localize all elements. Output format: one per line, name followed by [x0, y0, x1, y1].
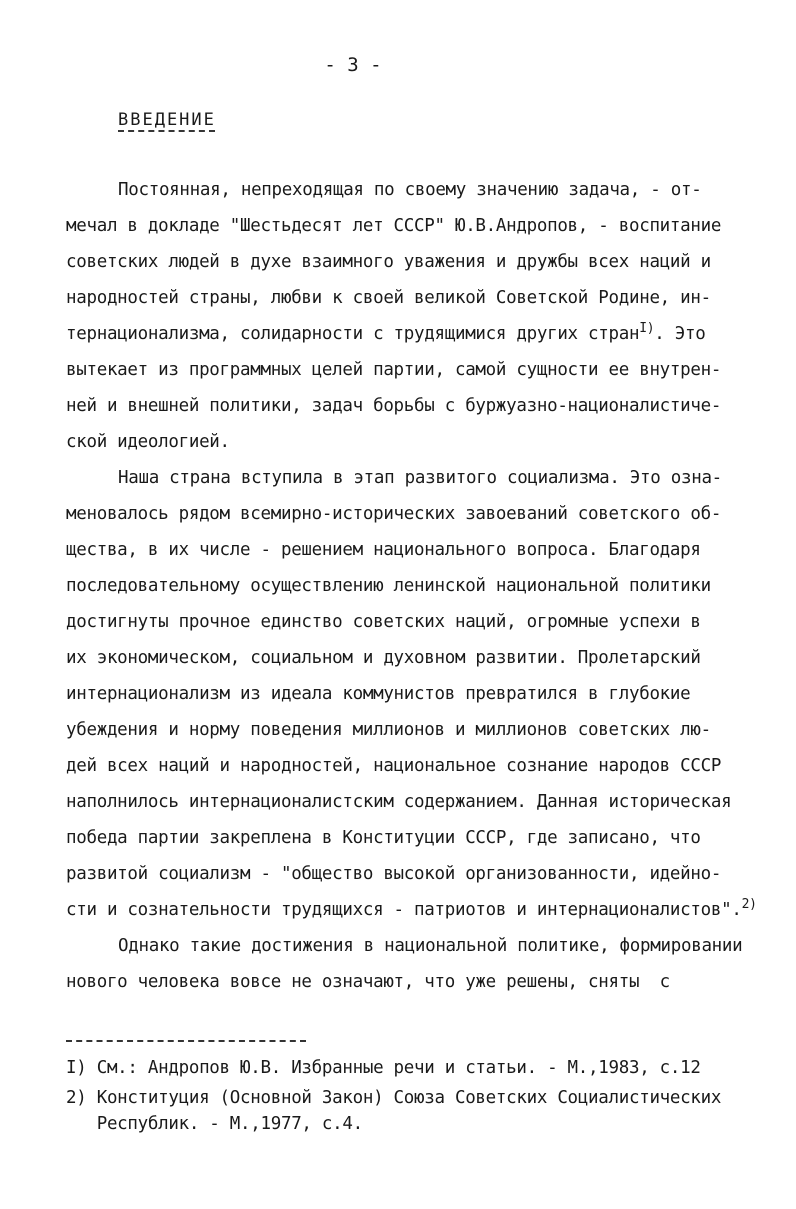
- footnote-ref-1: I): [639, 321, 655, 336]
- text-line: мечал в докладе "Шестьдесят лет СССР" Ю.В.Андропов, - воспитание: [66, 216, 722, 236]
- text-line: их экономическом, социальном и духовном развитии. Пролетарский: [66, 648, 701, 668]
- text-line: ской идеологией.: [66, 432, 230, 452]
- text-line: [66, 897, 757, 920]
- text-line: убеждения и норму поведения миллионов и миллионов советских лю-: [66, 720, 711, 740]
- text-line: щества, в их числе - решением национального вопроса. Благодаря: [66, 540, 701, 560]
- text-line: последовательному осуществлению ленинской национальной политики: [66, 576, 711, 596]
- text-line: [66, 321, 706, 344]
- text-line: Постоянная, непреходящая по своему значению задача, - от-: [118, 180, 702, 200]
- footnote-ref-2: 2): [741, 897, 757, 912]
- text-line: наполнилось интернационалистским содержанием. Данная историческая: [66, 792, 732, 812]
- text-line: Однако такие достижения в национальной политике, формировании: [118, 936, 743, 956]
- text-line: нового человека вовсе не означают, что уже решены, сняты с: [66, 972, 670, 992]
- footnote-1: I) См.: Андропов Ю.В. Избранные речи и статьи. - М.,1983, с.12: [66, 1058, 701, 1078]
- text-line: народностей страны, любви к своей великой Советской Родине, ин-: [66, 288, 711, 308]
- footnote-2: 2) Конституция (Основной Закон) Союза Советских Социалистических: [66, 1088, 722, 1108]
- text-line: меновалось рядом всемирно-исторических завоеваний советского об-: [66, 504, 722, 524]
- text-line: Наша страна вступила в этап развитого социализма. Это озна-: [118, 468, 722, 488]
- text-fragment: тернационализма, солидарности с трудящимися других стран: [66, 324, 640, 344]
- text-line: советских людей в духе взаимного уважения и дружбы всех наций и: [66, 252, 711, 272]
- text-line: достигнуты прочное единство советских наций, огромные успехи в: [66, 612, 701, 632]
- text-line: ней и внешней политики, задач борьбы с буржуазно-националистиче-: [66, 396, 722, 416]
- text-line: интернационализм из идеала коммунистов превратился в глубокие: [66, 684, 691, 704]
- footnote-separator: [66, 1040, 306, 1042]
- section-heading: ВВЕДЕНИЕ: [118, 110, 216, 130]
- footnote-2-continued: Республик. - М.,1977, с.4.: [66, 1114, 363, 1134]
- text-line: дей всех наций и народностей, национальное сознание народов СССР: [66, 756, 722, 776]
- text-line: победа партии закреплена в Конституции СССР, где записано, что: [66, 828, 701, 848]
- page-number: - 3 -: [324, 54, 382, 76]
- text-line: развитой социализм - "общество высокой организованности, идейно-: [66, 864, 722, 884]
- text-fragment: сти и сознательности трудящихся - патриотов и интернационалистов".: [66, 900, 742, 920]
- text-line: вытекает из программных целей партии, самой сущности ее внутрен-: [66, 360, 722, 380]
- text-fragment: . Это: [654, 324, 706, 344]
